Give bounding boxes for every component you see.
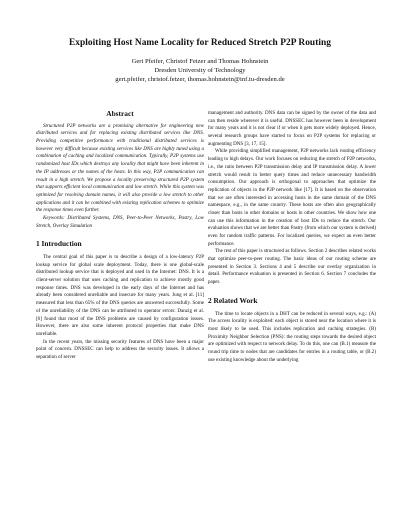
left-column xyxy=(36,110,204,362)
author-names: Gert Pfeifer, Christof Fetzer and Thomas Hohnstein xyxy=(131,58,269,65)
abstract-heading: Abstract xyxy=(106,109,134,118)
section-heading-introduction: 1 Introduction xyxy=(36,239,82,249)
right-column xyxy=(208,110,376,364)
related-work-paragraph: The time to locate objects in a DHT can be reduced in several ways, e.g.: (A) The access locality is exploited: each object is stored near the location where it is most likely to be used. This includes replication and caching strategies. (B) Proximity Neighbor Selection (PNS): the routing steps towards the desired object are optimized with respect to network delay. To do this, one can (B.1) measure the round trip time to nodes that are candidates for entries in a routing table, or (B.2) use existing knowledge about the underlying xyxy=(208,310,376,363)
paper-title: Exploiting Host Name Locality for Reduced Stretch P2P Routing xyxy=(68,38,332,48)
author-block xyxy=(0,57,400,85)
intro-paragraph-2: In the recent years, the missing security features of DNS have been a major point of concern. DNSSEC can help to address the security issues. It allows a separation of server xyxy=(36,338,204,360)
intro-paragraph-1: The central goal of this paper is to describe a design of a low-latency P2P lookup service for global scale deployment. Today, there is one global-scale distributed lookup service that is deployed and used in the Internet: DNS. It is a client-server solution that uses caching and replication to achieve mostly good response times. DNS was developed in the early days of the Internet and has already been considered unreliable and insecure for many years. Jung et al. [11] measured that less than 65% of the DNS queries are answered successfully. Some of the unreliability of the DNS can be attributed to operator errors: Danzig et al. [6] found that most of the DNS problems are caused by configuration issues. However, there are also some inherent protocol properties that make DNS unreliable. xyxy=(36,254,204,337)
abstract-keywords: Keywords: Distributed Systems, DNS, Peer-to-Peer Networks, Pastry, Low Stretch, Overlay Simulation xyxy=(36,214,204,229)
section-heading-related-work: 2 Related Work xyxy=(208,295,258,305)
author-affiliation: Dresden University of Technology xyxy=(154,67,246,75)
author-emails: gert.pfeifer, christof.fetzer, thomas.hohnstein@inf.tu-dresden.de xyxy=(115,76,285,84)
abstract-body: Structured P2P networks are a promising alternative for engineering new distributed services and for replacing existing distributed services like DNS. Providing competitive performance with traditional distributed services is however very difficult because existing services like DNS are highly tuned using a combination of caching and localized communication. Typically, P2P systems use randomized host IDs which destroys any locality that might have been inherent in the IP addresses or the names of the hosts. In this way, P2P communication can result in a high stretch. We propose a locality preserving structured P2P system that supports efficient local communication and low stretch. While this system was optimized for resolving domain names, it will also provide a low stretch to other applications and it can be combined with existing replication schemes to optimize the response times even further. xyxy=(36,122,204,214)
body-paragraph-continued: management and authority. DNS data can be signed by the owner of the data and can then reside wherever it is useful. DNSSEC has however been in development for many years and it is not clear if or when it gets more widely deployed. Hence, several research groups have started to focus on P2P systems for replacing or augmenting DNS [3, 17, 15]. xyxy=(208,110,376,147)
body-paragraph-stretch: While providing simplified management, P2P networks lack routing efficiency leading to high delays. Our work focuses on reducing the stretch of P2P networks, i.e., the ratio between P2P transmission delay and IP transmission delay. A lower stretch would result in better query times and reduce unnecessary bandwidth consumption. Our approach is orthogonal to approaches that optimize the replication of objects in the P2P network like [17]. It is based on the observation that we are often interested in accessing hosts in the same domain of the DNS namespace, e.g., in the same country. These hosts are often also geographically closer than hosts in other domains or hosts in other countries. We show how one can use this information in the creation of host IDs to reduce the stretch. Our evaluation shows that we are better than Pastry (from which our system is derived) even for random traffic patterns. For localized queries, we expect an even better performance. xyxy=(208,148,376,247)
abstract-section xyxy=(36,110,204,230)
body-paragraph-outline: The rest of this paper is structured as follows. Section 2 describes related works that optimize peer-to-peer routing. The basic ideas of our routing scheme are presented in Section 3. Sections 4 and 5 describe our overlay organization in detail. Performance evaluation is presented in Section 6. Section 7 concludes the paper. xyxy=(208,248,376,286)
